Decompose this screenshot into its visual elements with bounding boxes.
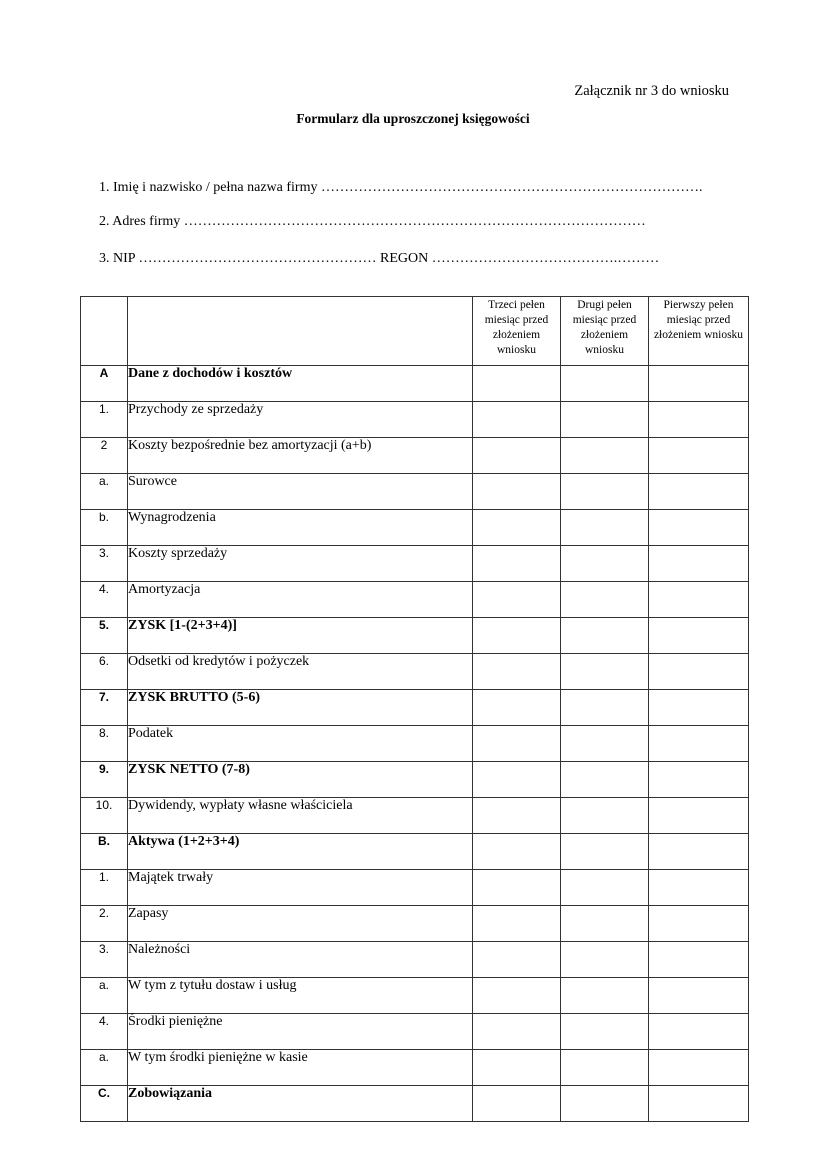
column-header-third-month: Trzeci pełen miesiąc przed złożeniem wniosku <box>473 297 561 366</box>
value-cell-third-month[interactable] <box>473 942 561 978</box>
value-cell-first-month[interactable] <box>649 1050 749 1086</box>
row-number: 6. <box>81 654 128 690</box>
table-row <box>81 546 749 582</box>
value-cell-second-month[interactable] <box>561 906 649 942</box>
value-cell-second-month[interactable] <box>561 978 649 1014</box>
annex-label: Załącznik nr 3 do wniosku <box>574 83 729 99</box>
row-label: W tym z tytułu dostaw i usług <box>128 978 473 1014</box>
table-row <box>81 942 749 978</box>
value-cell-third-month[interactable] <box>473 438 561 474</box>
value-cell-first-month[interactable] <box>649 366 749 402</box>
row-label: Surowce <box>128 474 473 510</box>
value-cell-first-month[interactable] <box>649 438 749 474</box>
row-label: Dane z dochodów i kosztów <box>128 366 473 402</box>
row-label: Należności <box>128 942 473 978</box>
table-row <box>81 654 749 690</box>
table-row <box>81 726 749 762</box>
column-header-first-month: Pierwszy pełen miesiąc przed złożeniem wniosku <box>649 297 749 366</box>
row-label: Aktywa (1+2+3+4) <box>128 834 473 870</box>
column-header-second-month: Drugi pełen miesiąc przed złożeniem wniosku <box>561 297 649 366</box>
row-label: Amortyzacja <box>128 582 473 618</box>
nip-regon-field[interactable]: 3. NIP …………………………………………… REGON ………………………………….……… <box>99 251 660 266</box>
value-cell-third-month[interactable] <box>473 654 561 690</box>
page-title: Formularz dla uproszczonej księgowości <box>296 111 530 126</box>
row-label: ZYSK [1-(2+3+4)] <box>128 618 473 654</box>
row-label: Wynagrodzenia <box>128 510 473 546</box>
value-cell-first-month[interactable] <box>649 654 749 690</box>
row-number: 3. <box>81 546 128 582</box>
row-label: Środki pieniężne <box>128 1014 473 1050</box>
value-cell-second-month[interactable] <box>561 402 649 438</box>
value-cell-second-month[interactable] <box>561 762 649 798</box>
table-row <box>81 582 749 618</box>
table-row <box>81 798 749 834</box>
table-row <box>81 1014 749 1050</box>
value-cell-first-month[interactable] <box>649 690 749 726</box>
financial-table <box>80 296 749 1122</box>
row-number: 2. <box>81 906 128 942</box>
row-number: C. <box>81 1086 128 1122</box>
row-number: 10. <box>81 798 128 834</box>
row-label: Odsetki od kredytów i pożyczek <box>128 654 473 690</box>
value-cell-second-month[interactable] <box>561 654 649 690</box>
row-number: 4. <box>81 1014 128 1050</box>
value-cell-first-month[interactable] <box>649 582 749 618</box>
value-cell-first-month[interactable] <box>649 978 749 1014</box>
row-number: 2 <box>81 438 128 474</box>
value-cell-second-month[interactable] <box>561 1014 649 1050</box>
value-cell-second-month[interactable] <box>561 474 649 510</box>
value-cell-third-month[interactable] <box>473 762 561 798</box>
value-cell-third-month[interactable] <box>473 726 561 762</box>
value-cell-second-month[interactable] <box>561 942 649 978</box>
value-cell-third-month[interactable] <box>473 690 561 726</box>
row-number: 1. <box>81 402 128 438</box>
value-cell-third-month[interactable] <box>473 870 561 906</box>
value-cell-third-month[interactable] <box>473 1050 561 1086</box>
row-number: B. <box>81 834 128 870</box>
name-field[interactable]: 1. Imię i nazwisko / pełna nazwa firmy ………………………………………………………………………. <box>99 180 703 195</box>
value-cell-second-month[interactable] <box>561 1050 649 1086</box>
row-number: 3. <box>81 942 128 978</box>
value-cell-first-month[interactable] <box>649 510 749 546</box>
value-cell-third-month[interactable] <box>473 474 561 510</box>
value-cell-third-month[interactable] <box>473 798 561 834</box>
address-field[interactable]: 2. Adres firmy ……………………………………………………………………………………… <box>99 214 646 229</box>
row-number: b. <box>81 510 128 546</box>
row-number: A <box>81 366 128 402</box>
value-cell-second-month[interactable] <box>561 582 649 618</box>
value-cell-first-month[interactable] <box>649 762 749 798</box>
table-row <box>81 870 749 906</box>
table-header-row <box>81 297 749 366</box>
value-cell-third-month[interactable] <box>473 582 561 618</box>
value-cell-first-month[interactable] <box>649 834 749 870</box>
value-cell-third-month[interactable] <box>473 1086 561 1122</box>
row-number: 4. <box>81 582 128 618</box>
row-label: Dywidendy, wypłaty własne właściciela <box>128 798 473 834</box>
value-cell-third-month[interactable] <box>473 618 561 654</box>
value-cell-third-month[interactable] <box>473 402 561 438</box>
value-cell-first-month[interactable] <box>649 474 749 510</box>
table-row <box>81 978 749 1014</box>
value-cell-first-month[interactable] <box>649 1014 749 1050</box>
row-number: 5. <box>81 618 128 654</box>
row-label: ZYSK NETTO (7-8) <box>128 762 473 798</box>
row-label: Koszty sprzedaży <box>128 546 473 582</box>
row-label: Przychody ze sprzedaży <box>128 402 473 438</box>
table-row <box>81 402 749 438</box>
table-row <box>81 1086 749 1122</box>
value-cell-first-month[interactable] <box>649 870 749 906</box>
value-cell-second-month[interactable] <box>561 726 649 762</box>
row-label: Podatek <box>128 726 473 762</box>
value-cell-second-month[interactable] <box>561 1086 649 1122</box>
table-row <box>81 690 749 726</box>
table-row <box>81 474 749 510</box>
value-cell-third-month[interactable] <box>473 906 561 942</box>
row-number: 7. <box>81 690 128 726</box>
row-label: Zobowiązania <box>128 1086 473 1122</box>
value-cell-second-month[interactable] <box>561 834 649 870</box>
value-cell-third-month[interactable] <box>473 1014 561 1050</box>
value-cell-third-month[interactable] <box>473 546 561 582</box>
value-cell-first-month[interactable] <box>649 546 749 582</box>
row-label: Zapasy <box>128 906 473 942</box>
value-cell-first-month[interactable] <box>649 726 749 762</box>
row-number: 1. <box>81 870 128 906</box>
value-cell-second-month[interactable] <box>561 618 649 654</box>
value-cell-second-month[interactable] <box>561 510 649 546</box>
value-cell-third-month[interactable] <box>473 978 561 1014</box>
value-cell-second-month[interactable] <box>561 798 649 834</box>
value-cell-third-month[interactable] <box>473 834 561 870</box>
table-row <box>81 1050 749 1086</box>
table-row <box>81 618 749 654</box>
row-number: a. <box>81 1050 128 1086</box>
value-cell-first-month[interactable] <box>649 402 749 438</box>
value-cell-second-month[interactable] <box>561 366 649 402</box>
value-cell-second-month[interactable] <box>561 546 649 582</box>
row-number: 8. <box>81 726 128 762</box>
row-number: a. <box>81 474 128 510</box>
table-row <box>81 762 749 798</box>
value-cell-first-month[interactable] <box>649 798 749 834</box>
value-cell-first-month[interactable] <box>649 942 749 978</box>
row-label: Koszty bezpośrednie bez amortyzacji (a+b) <box>128 438 473 474</box>
value-cell-third-month[interactable] <box>473 510 561 546</box>
value-cell-second-month[interactable] <box>561 438 649 474</box>
row-number: 9. <box>81 762 128 798</box>
value-cell-first-month[interactable] <box>649 1086 749 1122</box>
value-cell-third-month[interactable] <box>473 366 561 402</box>
table-row <box>81 366 749 402</box>
value-cell-first-month[interactable] <box>649 906 749 942</box>
value-cell-second-month[interactable] <box>561 690 649 726</box>
row-label: W tym środki pieniężne w kasie <box>128 1050 473 1086</box>
row-label: Majątek trwały <box>128 870 473 906</box>
value-cell-second-month[interactable] <box>561 870 649 906</box>
table-row <box>81 438 749 474</box>
table-row <box>81 834 749 870</box>
value-cell-first-month[interactable] <box>649 618 749 654</box>
table-row <box>81 906 749 942</box>
header-label-cell <box>128 297 473 366</box>
header-num-cell <box>81 297 128 366</box>
table-row <box>81 510 749 546</box>
row-label: ZYSK BRUTTO (5-6) <box>128 690 473 726</box>
row-number: a. <box>81 978 128 1014</box>
